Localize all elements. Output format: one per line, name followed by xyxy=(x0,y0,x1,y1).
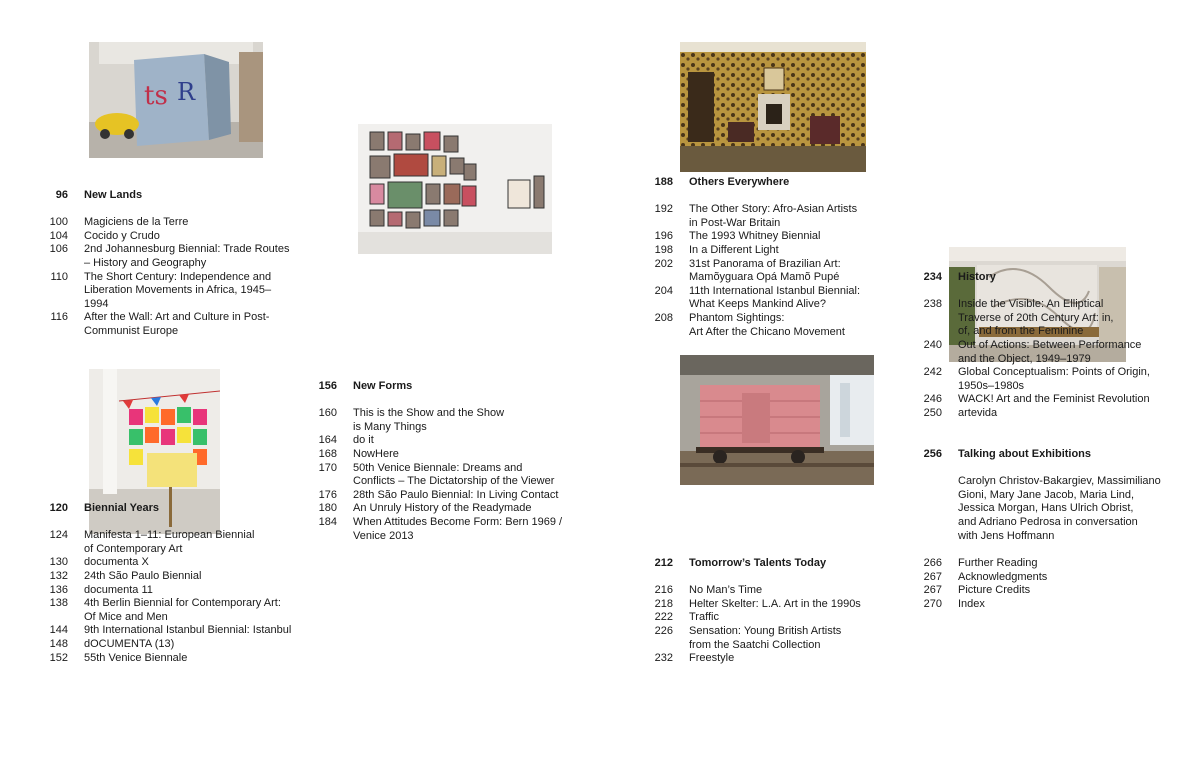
section-new-forms xyxy=(303,380,563,543)
toc-entry xyxy=(34,597,294,624)
entry-page-number: 266 xyxy=(923,557,942,569)
toc-entry xyxy=(639,652,899,666)
entry-title-line: This is the Show and the Show xyxy=(353,407,505,420)
toc-entry xyxy=(639,230,899,244)
section-heading xyxy=(908,271,1168,285)
entry-title-line: Further Reading xyxy=(958,557,1038,569)
entry-title-line: Traffic xyxy=(689,611,719,624)
svg-text:R: R xyxy=(177,78,196,106)
entry-title xyxy=(84,624,294,638)
toc-entry xyxy=(303,434,563,448)
entry-page-number: 110 xyxy=(50,270,68,283)
entry-title xyxy=(958,407,1168,421)
toc-entry xyxy=(908,557,1168,571)
section-heading xyxy=(639,557,899,571)
entry-title-line: with Jens Hoffmann xyxy=(958,529,1055,542)
entry-title-line: 55th Venice Biennale xyxy=(84,651,188,664)
entry-title-line: and the Object, 1949–1979 xyxy=(958,352,1091,365)
entry-page-number: 170 xyxy=(318,461,337,474)
entry-title xyxy=(84,230,294,244)
section-heading xyxy=(303,380,563,394)
entry-title-line: 31st Panorama of Brazilian Art: xyxy=(689,257,841,270)
entry-title-line: Acknowledgments xyxy=(958,570,1048,583)
section-others-everywhere xyxy=(639,176,899,339)
entry-title xyxy=(353,462,563,489)
entry-title-line: WACK! Art and the Feminist Revolution xyxy=(958,393,1150,406)
section-biennial-years xyxy=(34,502,294,665)
entry-title-line: do it xyxy=(353,434,374,447)
entry-title-line: Traverse of 20th Century Art: in, xyxy=(958,311,1114,324)
entry-page-number: 106 xyxy=(49,243,68,256)
entry-title-line: from the Saatchi Collection xyxy=(689,638,821,651)
photo-pink-railway-wagon xyxy=(680,355,874,485)
section-page-number: 96 xyxy=(55,189,68,201)
entry-page-number: 218 xyxy=(654,597,673,610)
entry-title-line: Helter Skelter: L.A. Art in the 1990s xyxy=(689,597,861,610)
entry-title xyxy=(689,258,899,285)
entry-title-line: Gioni, Mary Jane Jacob, Maria Lind, xyxy=(958,488,1135,501)
entry-title-line: What Keeps Mankind Alive? xyxy=(689,298,826,311)
toc-entry xyxy=(908,339,1168,366)
entry-page-number: 184 xyxy=(318,515,337,528)
toc-entry xyxy=(908,393,1168,407)
entry-page-number: 242 xyxy=(923,366,942,379)
entry-page-number: 232 xyxy=(654,652,673,665)
section-page-number: 120 xyxy=(49,502,68,514)
entry-title xyxy=(84,216,294,230)
entry-title-line: of Contemporary Art xyxy=(84,542,183,555)
entry-page-number: 196 xyxy=(654,230,673,243)
section-tomorrows-talents-today xyxy=(639,557,899,666)
entry-title xyxy=(84,529,294,556)
entry-title-line: Carolyn Christov-Bakargiev, Massimiliano xyxy=(958,475,1161,488)
entry-page-number: 176 xyxy=(318,488,337,501)
toc-entry xyxy=(639,285,899,312)
entry-title xyxy=(689,625,899,652)
entry-title xyxy=(353,502,563,516)
entry-page-number: 168 xyxy=(318,447,337,460)
toc-entry xyxy=(639,611,899,625)
entry-title-line: is Many Things xyxy=(353,420,427,433)
toc-entry xyxy=(303,516,563,543)
entry-page-number: 270 xyxy=(923,597,942,610)
entry-title xyxy=(958,571,1168,585)
toc-entry xyxy=(34,216,294,230)
entry-title-line: Mamõyguara Opá Mamõ Pupé xyxy=(689,271,840,284)
entry-title xyxy=(689,230,899,244)
entry-title-line: 28th São Paulo Biennial: In Living Contact xyxy=(353,488,559,501)
entry-title-line: NowHere xyxy=(353,447,399,460)
section-heading xyxy=(908,448,1168,462)
entry-title-line: Sensation: Young British Artists xyxy=(689,624,842,637)
section-title: History xyxy=(958,271,996,283)
svg-text:ts: ts xyxy=(144,81,168,111)
toc-entry xyxy=(639,584,899,598)
entry-title-line: The Short Century: Independence and xyxy=(84,270,272,283)
photo-mirror-cube-installation xyxy=(89,42,263,158)
section-title: New Forms xyxy=(353,380,413,392)
entry-title xyxy=(958,339,1168,366)
entry-title-line: Of Mice and Men xyxy=(84,610,168,623)
section-heading xyxy=(34,189,294,203)
entry-title xyxy=(689,312,899,339)
entry-title xyxy=(689,203,899,230)
entry-title-line: 1950s–1980s xyxy=(958,379,1025,392)
section-page-number: 212 xyxy=(654,557,673,569)
entry-page-number: 180 xyxy=(318,502,337,515)
entry-page-number: 116 xyxy=(50,311,68,324)
entry-title-line: Out of Actions: Between Performance xyxy=(958,338,1142,351)
entry-page-number: 198 xyxy=(654,243,673,256)
entry-page-number: 222 xyxy=(654,611,673,624)
entry-title-line: Manifesta 1–11: European Biennial xyxy=(84,529,255,542)
section-talking-about-exhibitions xyxy=(908,448,1168,543)
section-page-number: 256 xyxy=(923,448,942,460)
section-title: Biennial Years xyxy=(84,502,160,514)
toc-entry xyxy=(639,598,899,612)
photo-patterned-interior-room xyxy=(680,42,866,172)
entry-title-line: 2nd Johannesburg Biennial: Trade Routes xyxy=(84,243,290,256)
section-page-number: 188 xyxy=(654,176,673,188)
entry-title-line: The Other Story: Afro-Asian Artists xyxy=(689,203,858,216)
entry-title xyxy=(84,570,294,584)
toc-entry xyxy=(639,625,899,652)
section-back-matter xyxy=(908,557,1168,611)
toc-entry xyxy=(34,584,294,598)
entry-title xyxy=(84,271,294,312)
entry-title-line: Jessica Morgan, Hans Ulrich Obrist, xyxy=(958,502,1134,515)
entry-title-line: documenta 11 xyxy=(84,583,153,596)
entry-title-line: In a Different Light xyxy=(689,243,779,256)
entry-title xyxy=(84,556,294,570)
toc-entry xyxy=(639,312,899,339)
entry-title xyxy=(353,407,563,434)
toc-entry xyxy=(34,638,294,652)
entry-page-number: 136 xyxy=(49,583,68,596)
entry-page-number: 160 xyxy=(318,407,337,420)
entry-page-number: 240 xyxy=(923,338,942,351)
entry-title-line: Communist Europe xyxy=(84,324,179,337)
toc-entry xyxy=(639,203,899,230)
entry-page-number: 144 xyxy=(49,624,68,637)
toc-entry xyxy=(34,624,294,638)
toc-entry xyxy=(303,448,563,462)
entry-title xyxy=(958,598,1168,612)
entry-title xyxy=(958,366,1168,393)
entry-page-number: 267 xyxy=(923,570,942,583)
toc-entry xyxy=(639,244,899,258)
entry-title xyxy=(958,393,1168,407)
entry-page-number: 130 xyxy=(49,556,68,569)
entry-title xyxy=(689,652,899,666)
entry-title-line: 9th International Istanbul Biennial: Istanbul xyxy=(84,624,292,637)
entry-page-number: 192 xyxy=(654,203,673,216)
section-history xyxy=(908,271,1168,421)
section-page-number: 234 xyxy=(923,271,942,283)
toc-entry xyxy=(908,584,1168,598)
entry-page-number: 132 xyxy=(49,569,68,582)
toc-entry xyxy=(908,598,1168,612)
entry-page-number: 164 xyxy=(318,434,337,447)
entry-title-line: The 1993 Whitney Biennial xyxy=(689,230,821,243)
entry-title xyxy=(353,516,563,543)
entry-title-line: Global Conceptualism: Points of Origin, xyxy=(958,366,1150,379)
entry-title xyxy=(958,475,1168,543)
toc-entry xyxy=(908,407,1168,421)
entry-title-line: of, and from the Feminine xyxy=(958,325,1084,338)
entry-title-line: dOCUMENTA (13) xyxy=(84,637,175,650)
entry-title-line: After the Wall: Art and Culture in Post- xyxy=(84,311,270,324)
toc-entry xyxy=(34,243,294,270)
entry-title-line: and Adriano Pedrosa in conversation xyxy=(958,515,1138,528)
entry-page-number: 238 xyxy=(923,298,942,311)
toc-entry xyxy=(908,571,1168,585)
entry-title xyxy=(689,611,899,625)
entry-title xyxy=(689,584,899,598)
entry-title xyxy=(84,597,294,624)
entry-page-number: 124 xyxy=(49,529,68,542)
toc-entry xyxy=(639,258,899,285)
entry-title xyxy=(689,285,899,312)
entry-title-line: Art After the Chicano Movement xyxy=(689,325,845,338)
entry-title xyxy=(84,638,294,652)
toc-entry xyxy=(303,407,563,434)
entry-title-line: 4th Berlin Biennial for Contemporary Art: xyxy=(84,597,281,610)
entry-title-line: – History and Geography xyxy=(84,256,207,269)
section-page-number: 156 xyxy=(318,380,337,392)
toc-entry xyxy=(34,311,294,338)
toc-entry xyxy=(908,298,1168,339)
toc-entry xyxy=(303,489,563,503)
entry-page-number: 267 xyxy=(923,584,942,597)
section-title: Others Everywhere xyxy=(689,176,790,188)
entry-page-number: 148 xyxy=(49,637,68,650)
toc-entry xyxy=(34,556,294,570)
entry-title-line: in Post-War Britain xyxy=(689,216,781,229)
entry-title-line: artevida xyxy=(958,406,998,419)
entry-title xyxy=(689,598,899,612)
toc-entry xyxy=(34,652,294,666)
entry-title xyxy=(353,489,563,503)
entry-title-line: No Man’s Time xyxy=(689,584,763,597)
entry-page-number: 204 xyxy=(654,284,673,297)
entry-title xyxy=(353,448,563,462)
toc-entry xyxy=(34,529,294,556)
entry-page-number xyxy=(908,475,958,543)
toc-entry xyxy=(303,502,563,516)
entry-page-number: 208 xyxy=(654,311,673,324)
entry-title-line: 50th Venice Biennale: Dreams and xyxy=(353,461,523,474)
toc-entry xyxy=(34,570,294,584)
entry-title-line: 24th São Paulo Biennial xyxy=(84,569,202,582)
entry-title-line: When Attitudes Become Form: Bern 1969 / xyxy=(353,515,563,528)
entry-page-number: 100 xyxy=(49,216,68,229)
entry-page-number: 216 xyxy=(654,584,673,597)
entry-page-number: 246 xyxy=(923,393,942,406)
entry-title-line: Cocido y Crudo xyxy=(84,229,160,242)
section-title: Tomorrow’s Talents Today xyxy=(689,557,827,569)
entry-page-number: 152 xyxy=(49,651,68,664)
entry-title-line: An Unruly History of the Readymade xyxy=(353,502,532,515)
entry-page-number: 250 xyxy=(923,406,942,419)
toc-entry xyxy=(34,271,294,312)
section-heading xyxy=(639,176,899,190)
entry-title-line: Picture Credits xyxy=(958,584,1031,597)
entry-title-line: Magiciens de la Terre xyxy=(84,216,189,229)
entry-title-line: Venice 2013 xyxy=(353,529,414,542)
entry-page-number: 202 xyxy=(654,257,673,270)
entry-page-number: 104 xyxy=(49,229,68,242)
entry-title xyxy=(958,298,1168,339)
toc-entry xyxy=(34,230,294,244)
toc-entry xyxy=(303,462,563,489)
entry-title-line: 11th International Istanbul Biennial: xyxy=(689,284,861,297)
entry-title xyxy=(84,243,294,270)
entry-title-line: Phantom Sightings: xyxy=(689,311,785,324)
toc-entry xyxy=(908,366,1168,393)
section-title: New Lands xyxy=(84,189,143,201)
photo-framed-works-wall xyxy=(358,124,552,254)
section-heading xyxy=(34,502,294,516)
entry-page-number: 138 xyxy=(49,597,68,610)
entry-title-line: Inside the Visible: An Elliptical xyxy=(958,298,1104,311)
entry-title xyxy=(84,584,294,598)
entry-title xyxy=(353,434,563,448)
entry-title-line: Freestyle xyxy=(689,652,735,665)
entry-title-line: Liberation Movements in Africa, 1945–1994 xyxy=(84,284,272,310)
entry-title-line: documenta X xyxy=(84,556,149,569)
entry-title xyxy=(84,652,294,666)
entry-title xyxy=(689,244,899,258)
section-title: Talking about Exhibitions xyxy=(958,448,1092,460)
entry-title xyxy=(958,584,1168,598)
entry-title xyxy=(958,557,1168,571)
entry-title-line: Index xyxy=(958,597,985,610)
entry-title xyxy=(84,311,294,338)
entry-page-number: 226 xyxy=(654,624,673,637)
entry-title-line: Conflicts – The Dictatorship of the Viewer xyxy=(353,475,555,488)
toc-entry xyxy=(908,475,1168,543)
section-new-lands xyxy=(34,189,294,339)
